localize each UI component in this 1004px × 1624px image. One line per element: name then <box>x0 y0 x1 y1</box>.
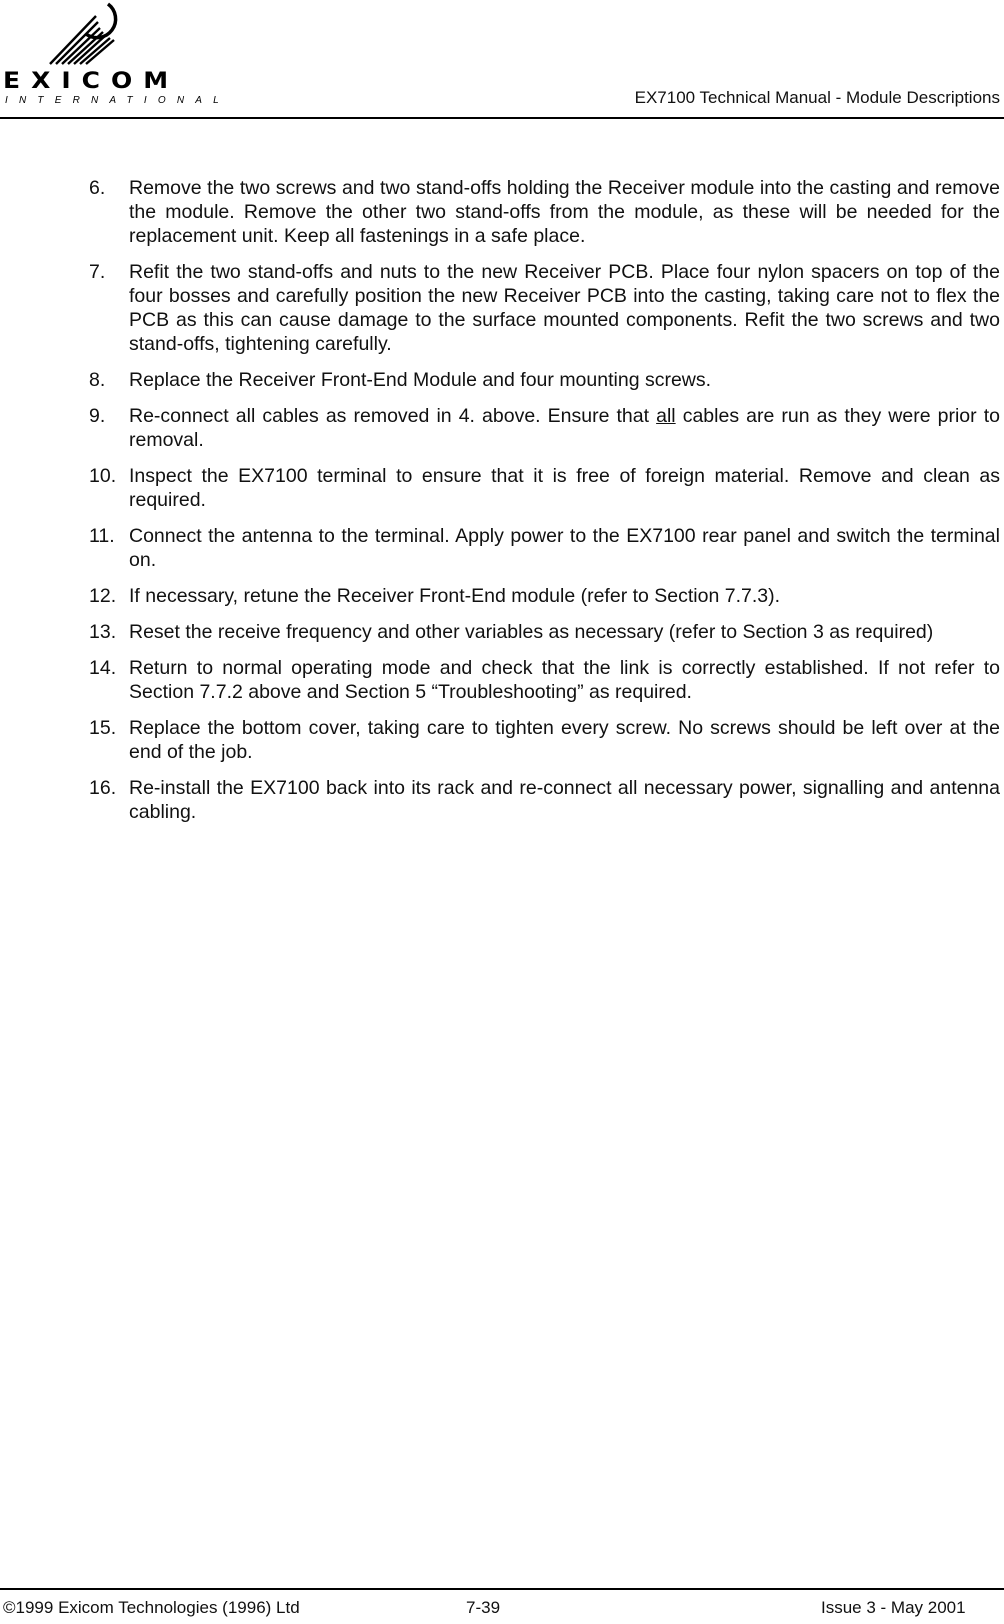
step-text <box>129 404 1000 452</box>
step-text: Replace the Receiver Front-End Module and four mounting screws. <box>129 369 712 391</box>
step-text: Connect the antenna to the terminal. Apply power to the EX7100 rear panel and switch the terminal on. <box>129 525 1000 571</box>
logo-wordmark: EXICOM <box>3 67 180 94</box>
step-text: Replace the bottom cover, taking care to tighten every screw. No screws should be left over at the end of the job. <box>129 717 1000 763</box>
step-number: 11. <box>89 525 115 547</box>
step-item <box>89 584 1000 608</box>
step-number: 6. <box>89 177 106 199</box>
step-text: Re-install the EX7100 back into its rack and re-connect all necessary power, signalling and antenna cabling. <box>129 777 1000 823</box>
step-number: 9. <box>89 405 106 427</box>
emphasis-underline: all <box>656 405 676 427</box>
step-text-part: cables are run as they were prior to removal. <box>129 405 1000 451</box>
header-divider <box>0 117 1004 119</box>
exicom-logo <box>0 0 230 112</box>
step-item <box>89 368 1000 392</box>
step-item <box>89 776 1000 824</box>
step-item <box>89 260 1000 356</box>
copyright-notice: ©1999 Exicom Technologies (1996) Ltd <box>3 1598 300 1617</box>
footer-divider <box>0 1588 1004 1590</box>
procedure-steps <box>89 176 1000 836</box>
step-text: Reset the receive frequency and other variables as necessary (refer to Section 3 as required) <box>129 621 934 643</box>
step-number: 7. <box>89 261 106 283</box>
step-item <box>89 716 1000 764</box>
step-text-part: Re-connect all cables as removed in 4. above. Ensure that <box>129 405 657 427</box>
step-number: 10. <box>89 465 117 487</box>
step-item <box>89 464 1000 512</box>
step-item <box>89 656 1000 704</box>
step-number: 15. <box>89 717 117 739</box>
step-text: Inspect the EX7100 terminal to ensure that it is free of foreign material. Remove and clean as required. <box>129 465 1000 511</box>
step-item <box>89 524 1000 572</box>
step-item <box>89 404 1000 452</box>
step-number: 8. <box>89 369 106 391</box>
step-number: 14. <box>89 657 117 679</box>
step-number: 12. <box>89 585 117 607</box>
document-title: EX7100 Technical Manual - Module Descriptions <box>634 88 1000 107</box>
step-item <box>89 620 1000 644</box>
step-text: If necessary, retune the Receiver Front-End module (refer to Section 7.7.3). <box>129 585 781 607</box>
step-number: 13. <box>89 621 117 643</box>
logo-subtitle: INTERNATIONAL <box>5 95 230 106</box>
step-text: Return to normal operating mode and check that the link is correctly established. If not refer to Section 7.7.2 above and Section 5 “Troubleshooting” as required. <box>129 657 1000 703</box>
step-text: Remove the two screws and two stand-offs holding the Receiver module into the casting and remove the module. Remove the other two stand-offs from the module, as these will be needed for the replacement unit. Keep all fastenings in a safe place. <box>129 177 1000 247</box>
step-text: Refit the two stand-offs and nuts to the new Receiver PCB. Place four nylon spacers on top of the four bosses and carefully position the new Receiver PCB into the casting, taking care not to flex the PCB as this can cause damage to the surface mounted components. Refit the two screws and two stand-offs, tightening carefully. <box>129 261 1000 355</box>
step-number: 16. <box>89 777 117 799</box>
page-number: 7-39 <box>466 1598 501 1617</box>
comet-globe-logo-icon <box>0 0 140 66</box>
step-item <box>89 176 1000 248</box>
issue-date: Issue 3 - May 2001 <box>821 1598 966 1617</box>
